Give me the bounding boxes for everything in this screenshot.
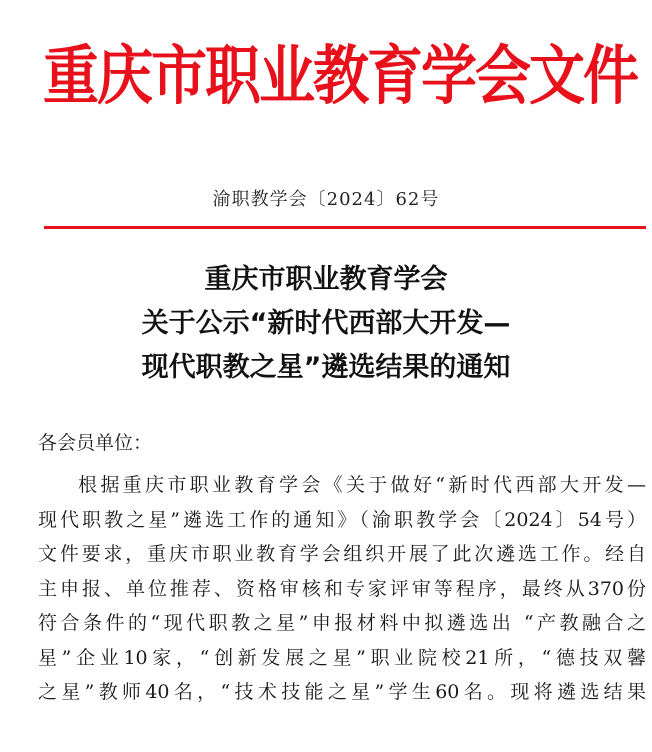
body-line: 根据重庆市职业教育学会《关于做好“新时代西部大开发— [78,474,646,496]
salutation: 各会员单位： [38,432,153,454]
body-line: 现代职教之星”遴选工作的通知》（渝职教学会〔2024〕54号） [38,508,646,531]
notice-title [0,258,652,390]
red-divider [44,226,646,229]
body-line: 星”企业10家，“创新发展之星”职业院校21所，“德技双馨 [38,646,646,669]
notice-title-line-1: 重庆市职业教育学会 [204,264,448,295]
masthead-title: 重庆市职业教育学会文件 [43,39,637,115]
body-line: 符合条件的“现代职教之星”申报材料中拟遴选出 “产教融合之 [38,612,646,634]
document-number: 渝职教学会〔2024〕62号 [212,189,440,210]
notice-title-line-2: 关于公示“新时代西部大开发— [141,308,511,339]
notice-title-line-3: 现代职教之星”遴选结果的通知 [141,352,511,383]
body-line: 主申报、单位推荐、资格审核和专家评审等程序，最终从370份 [38,577,646,600]
body-line: 之星”教师40名，“技术技能之星”学生60名。现将遴选结果 [38,681,646,703]
body-line: 文件要求，重庆市职业教育学会组织开展了此次遴选工作。经自 [38,543,646,565]
body-paragraph [38,468,646,710]
